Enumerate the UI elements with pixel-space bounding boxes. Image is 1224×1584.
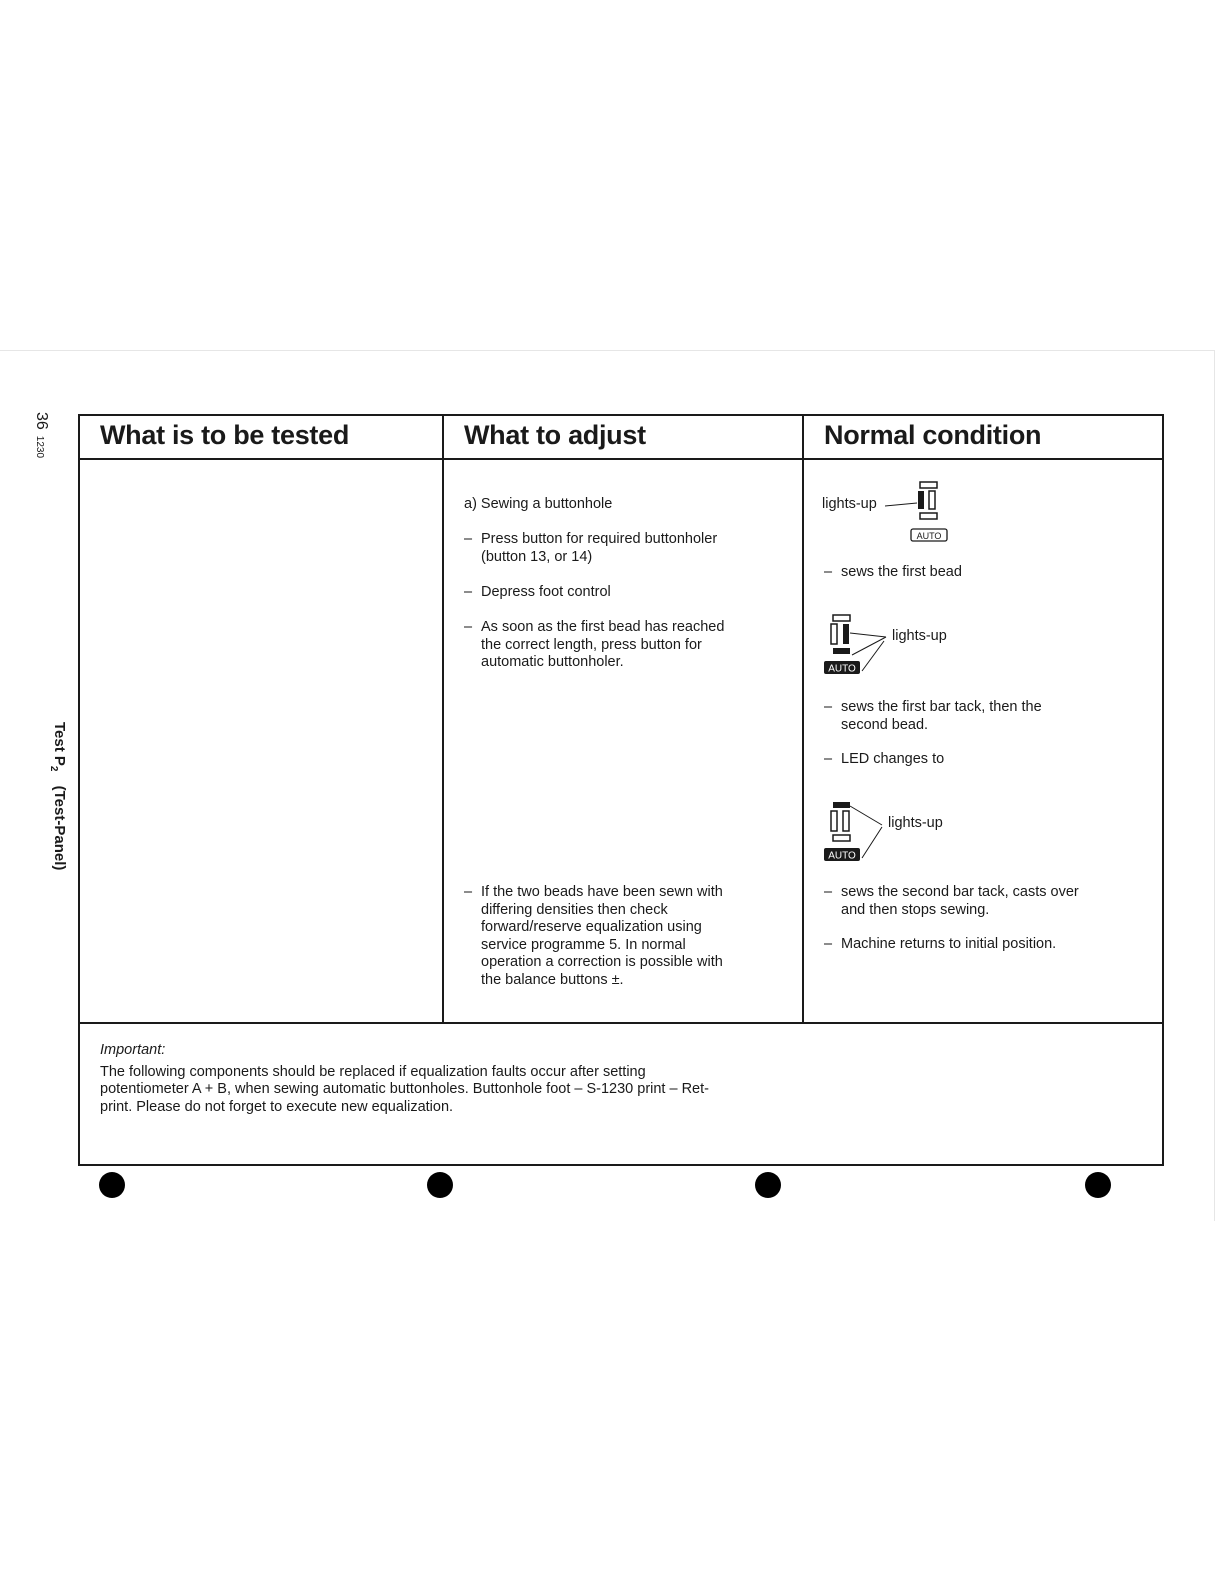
important-label: Important:	[100, 1042, 166, 1058]
condition-item: – Machine returns to initial position.	[824, 936, 1057, 952]
header-what-adjust: What to adjust	[464, 420, 646, 450]
led-panel-icon	[822, 613, 892, 681]
section-title-main: Test $P_2$	[48, 722, 68, 772]
section-title	[48, 722, 68, 880]
condition-item: – LED changes to	[824, 751, 945, 767]
lights-up-label: lights-up	[892, 628, 947, 644]
adjust-step: – If the two beads have been sewn with differing densities then check forward/reserve equalization using service programme 5. In normal operation a correction is possible with the balance buttons ±.	[464, 884, 723, 988]
header-what-tested: What is to be tested	[100, 420, 350, 450]
auto-label: AUTO	[828, 663, 856, 675]
model-number: 1230	[34, 435, 45, 459]
binder-hole	[99, 1172, 125, 1198]
condition-item: – sews the first bead	[824, 564, 962, 580]
column-divider	[442, 416, 444, 1024]
important-note	[100, 1042, 720, 1116]
page-number: 361230	[33, 412, 50, 459]
adjust-step: – Press button for required buttonholer (button 13, or 14)	[464, 531, 718, 565]
condition-item: – sews the first bar tack, then the second bead.	[824, 699, 1042, 733]
column-divider	[802, 416, 804, 1024]
auto-label: AUTO	[828, 850, 856, 862]
led-panel-icon	[885, 478, 965, 546]
binder-hole	[1085, 1172, 1111, 1198]
important-text: The following components should be replaced if equalization faults occur after setting potentiometer A + B, when sewing automatic buttonholes. Buttonhole foot – S-1230 print – Ret-print. Please do not forget to execute new equalization.	[100, 1063, 709, 1115]
lights-up-label: lights-up	[822, 496, 877, 512]
led-panel-icon	[822, 800, 892, 864]
binder-hole	[755, 1172, 781, 1198]
header-normal-condition: Normal condition	[824, 420, 1042, 450]
header-divider	[80, 458, 1162, 460]
test-table	[78, 414, 1164, 1166]
adjust-step: – Depress foot control	[464, 584, 611, 600]
adjust-intro: a) Sewing a buttonhole	[464, 496, 613, 512]
lights-up-label: lights-up	[888, 815, 943, 831]
condition-item: – sews the second bar tack, casts over and then stops sewing.	[824, 884, 1079, 918]
body-divider	[80, 1022, 1162, 1024]
adjust-step: – As soon as the first bead has reached the correct length, press button for automatic buttonholer.	[464, 619, 725, 670]
binder-hole	[427, 1172, 453, 1198]
section-title-suffix: (Test-Panel)	[51, 785, 68, 871]
auto-label: AUTO	[916, 531, 942, 541]
